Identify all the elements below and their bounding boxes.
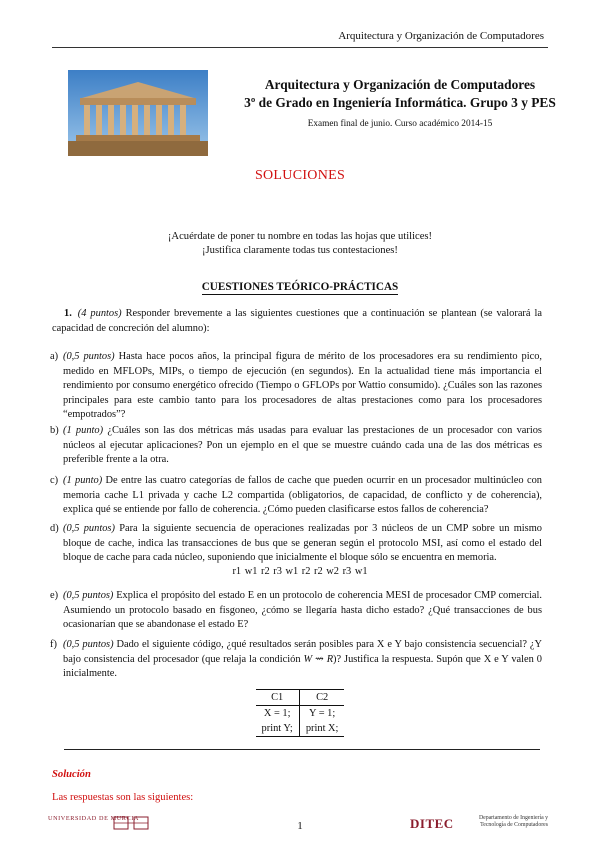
item-text-after: )? Justifica la respuesta. Supón que X e Y valen 0 inicialmente. [63,653,542,679]
item-label: d) [50,523,59,534]
item-label: c) [50,475,59,486]
item-text-before: Dado el siguiente código, ¿qué resultados serán posibles para X e Y bajo consistencia secuencial? ¿Y bajo consistencia del procesador (que relaja la condición [63,639,542,665]
code-cell: Y = 1; [309,708,336,719]
code-cell: print Y; [256,721,300,737]
solutions-heading: SOLUCIONES [254,168,346,183]
exam-subtitle: Examen final de junio. Curso académico 2014-15 [307,119,493,129]
exam-title [220,76,580,112]
item-f [50,638,542,682]
relaxed-order-formula: W ⇝ R [303,653,334,665]
item-text: De entre las cuatro categorías de fallos de cache que pueden ocurrir en un procesador multinúcleo con memoria cache L1 privada y cache L2 compartida (obligatorios, de capacidad, de conflicto y de coherencia), explica qué se entiende por fallo de coherencia. ¿Cómo pueden clasificarse estos fallos de coherencia? [63,475,542,515]
code-header-c2: C2 [299,690,344,706]
section-divider [64,749,540,750]
header-rule [52,47,548,48]
code-table-wrap [0,689,600,737]
running-header: Arquitectura y Organización de Computadores [338,30,544,42]
operation-sequence: r1 w1 r2 r3 w1 r2 r2 w2 r3 w1 [232,566,368,577]
item-points: (0,5 puntos) [63,351,115,362]
university-name: UNIVERSIDAD DE MURCIA [48,815,139,822]
item-label: b) [50,425,59,436]
item-label: e) [50,590,59,601]
item-d [50,522,542,566]
item-points: (0,5 puntos) [63,639,114,650]
item-points: (0,5 puntos) [63,523,115,534]
item-label: a) [50,351,59,362]
item-text: Explica el propósito del estado E en un protocolo de coherencia MESI de procesador CMP comercial. Asumiendo un protocolo basado en fisgoneo, ¿cómo se llegaría hasta dicho estado? ¿Qué transacciones de bus ocasionarían que se abandonase el estado E? [63,590,542,630]
solution-text: Las respuestas son las siguientes: [52,792,194,803]
item-e [50,589,542,633]
question-text: Responder brevemente a las siguientes cuestiones que a continuación se plantean (se valorará la capacidad de concreción del alumno): [52,308,542,334]
title-line-1: Arquitectura y Organización de Computadores [264,77,536,92]
question-points: (4 puntos) [77,308,122,319]
solution-heading: Solución [52,769,91,780]
item-points: (1 punto) [63,425,104,436]
instruction-1: ¡Acuérdate de poner tu nombre en todas las hojas que utilices! [167,231,433,242]
item-label: f) [50,639,57,650]
code-table [256,689,345,737]
department-name: Departamento de Ingeniería y Tecnología de Computadores [478,815,548,828]
title-line-2: 3º de Grado en Ingeniería Informática. Grupo 3 y PES [244,95,556,110]
item-b [50,424,542,468]
code-header-c1: C1 [256,690,300,706]
item-text: ¿Cuáles son las dos métricas más usadas para evaluar las prestaciones de un procesador con varios núcleos al ejecutar aplicaciones? Pon un ejemplo en el que se muestre cuándo cada una de las dos métricas es preferible frente a la otra. [63,425,542,465]
section-title [0,281,600,293]
question-1 [52,307,542,336]
parthenon-logo [68,70,208,156]
code-cell: X = 1; [256,706,300,722]
instruction-2: ¡Justifica claramente todas tus contestaciones! [202,245,398,256]
item-text: Hasta hace pocos años, la principal figura de mérito de los procesadores era su rendimiento pico, medido en MFLOPs, MIPs, o tiempo de ejecución (en segundos). En la actualidad tiene más importancia el rendimiento por consumo energético ofrecido (Tiempo o GFLOPs por Wattio consumido). ¿Cuáles son las razones principales para este cambio tanto para los procesadores de altas prestaciones como para los procesadores “empotrados”? [63,351,543,420]
section-title-text: CUESTIONES TEÓRICO-PRÁCTICAS [201,281,399,293]
department-logo: DITEC [410,816,454,831]
question-number: 1. [64,308,72,319]
item-points: (0,5 puntos) [63,590,114,601]
item-text: Para la siguiente secuencia de operaciones realizadas por 3 núcleos de un CMP sobre un mismo bloque de cache, indica las transacciones de bus que se generan según el protocolo MSI, así como el estado del bloque de cache para cada núcleo, suponiendo que inicialmente el bloque sólo se encuentra en memoria. [63,523,543,563]
item-c [50,474,542,518]
page-number: 1 [297,820,303,832]
code-cell: print X; [305,723,339,734]
item-points: (1 punto) [63,475,103,486]
item-a [50,350,542,423]
